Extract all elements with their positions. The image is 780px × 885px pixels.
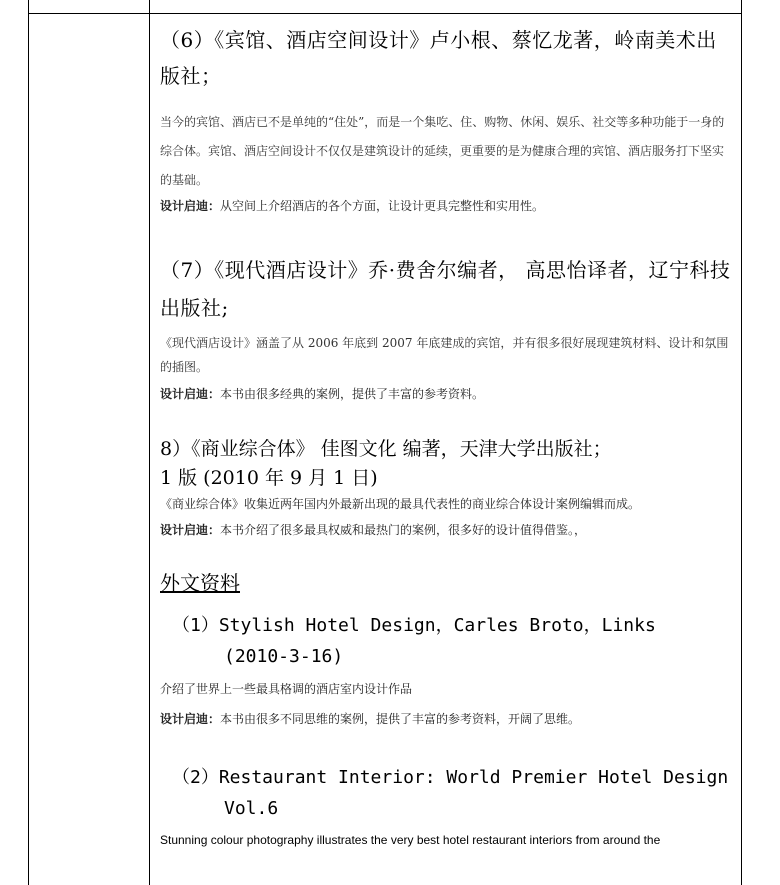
book7-insight <box>160 383 735 405</box>
foreign-section-title: 外文资料 <box>160 571 240 595</box>
book6-title: （6）《宾馆、酒店空间设计》卢小根、蔡忆龙著，岭南美术出版社； <box>160 28 717 88</box>
book7-desc: 《现代酒店设计》涵盖了从 2006 年底到 2007 年底建成的宾馆，并有很多很好展现建筑材料、设计和氛围的插图。 <box>160 336 729 374</box>
foreign-item2-line1: （2）Restaurant Interior: World Premier Hotel Design <box>172 767 729 788</box>
book7-insight-label: 设计启迪： <box>160 387 221 401</box>
foreign-item2-line2: Vol.6 <box>224 798 279 819</box>
foreign-item1-desc: 介绍了世界上一些最具格调的酒店室内设计作品 <box>160 682 413 696</box>
foreign-item1-line2: (2010-3-16) <box>224 646 344 667</box>
book6-desc: 当今的宾馆、酒店已不是单纯的“住处”，而是一个集吃、住、购物、休闲、娱乐、社交等多种功能于一身的综合体。宾馆、酒店空间设计不仅仅是建筑设计的延续，更重要的是为健康合理的宾馆、酒店服务打下坚实的基础。 <box>160 115 725 187</box>
book7-insight-text: 本书由很多经典的案例，提供了丰富的参考资料。 <box>220 387 485 401</box>
foreign-item1-insight-label: 设计启迪： <box>160 712 221 726</box>
book6-insight-text: 从空间上介绍酒店的各个方面，让设计更具完整性和实用性。 <box>220 199 545 213</box>
foreign-item1-line1: （1）Stylish Hotel Design，Carles Broto，Links <box>172 615 656 636</box>
book8-insight-label: 设计启迪： <box>160 523 221 537</box>
book8-insight-text: 本书介绍了很多最具权威和最热门的案例，很多好的设计值得借鉴。， <box>220 523 587 537</box>
book6-insight <box>160 195 735 217</box>
book8-title-line2: 1 版 (2010 年 9 月 1 日) <box>160 467 378 489</box>
book8-insight <box>160 519 735 541</box>
foreign-item2-desc: Stunning colour photography illustrates the very best hotel restaurant interiors from around the <box>160 833 661 847</box>
foreign-item1-insight-text: 本书由很多不同思维的案例，提供了丰富的参考资料，开阔了思维。 <box>220 712 581 726</box>
book8-desc: 《商业综合体》收集近两年国内外最新出现的最具代表性的商业综合体设计案例编辑而成。 <box>160 497 641 511</box>
book6-insight-label: 设计启迪： <box>160 199 221 213</box>
table-column-divider <box>149 0 150 885</box>
references-content <box>160 22 735 850</box>
book7-title: （7）《现代酒店设计》乔·费舍尔编者， 高思怡译者，辽宁科技出版社; <box>160 258 731 320</box>
book8-title-line1: 8）《商业综合体》 佳图文化 编著，天津大学出版社； <box>160 438 612 460</box>
foreign-item1-insight <box>160 708 735 730</box>
